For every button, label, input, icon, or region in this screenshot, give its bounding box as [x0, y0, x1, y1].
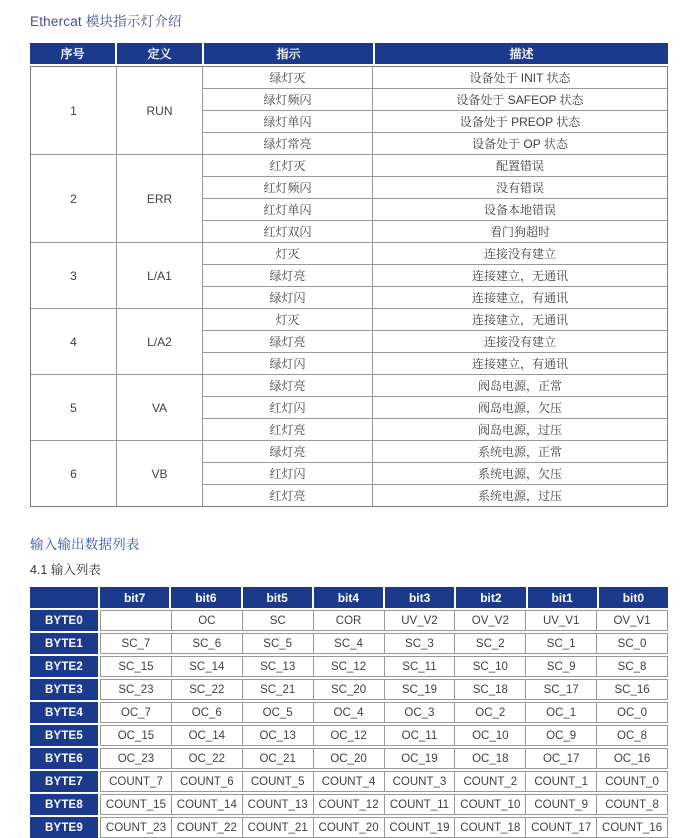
- byte-row-label: BYTE0: [30, 610, 98, 631]
- input-data-cell: OC_16: [613, 752, 651, 765]
- led-group-number: 1: [31, 67, 117, 154]
- corner-cell: [30, 587, 98, 608]
- byte-row-label: BYTE3: [30, 679, 98, 700]
- led-indicator-table: [30, 43, 668, 507]
- led-table-row: [203, 418, 667, 440]
- input-data-cell: COUNT_11: [385, 795, 456, 814]
- led-group-err: [31, 154, 667, 242]
- led-indication-cell: 绿灯亮: [203, 375, 373, 396]
- led-group-def: RUN: [117, 67, 203, 154]
- input-data-cell: SC_23: [101, 680, 172, 699]
- led-group-rows: [203, 309, 667, 374]
- bit-header-cell: bit6: [171, 587, 240, 608]
- input-data-cell: OC_13: [243, 726, 314, 745]
- led-table-row: [203, 132, 667, 154]
- led-description-cell: 阀岛电源，过压: [477, 423, 562, 437]
- led-group-number: 4: [31, 309, 117, 374]
- input-data-cell: SC_1: [526, 634, 597, 653]
- input-data-cell: SC_9: [526, 657, 597, 676]
- led-group-rows: [203, 243, 667, 308]
- input-data-cell: SC_3: [385, 634, 456, 653]
- byte-row-cells: [100, 748, 668, 769]
- byte-row-label: BYTE8: [30, 794, 98, 815]
- led-group-number: 3: [31, 243, 117, 308]
- input-data-cell: OC_5: [243, 703, 314, 722]
- led-group-rows: [203, 375, 667, 440]
- input-data-cell: SC_4: [314, 634, 385, 653]
- led-table-row: [203, 396, 667, 418]
- led-table-row: [203, 67, 667, 88]
- led-header-definition: 定义: [117, 43, 202, 64]
- input-data-cell: SC_15: [101, 657, 172, 676]
- input-data-cell: OC_10: [455, 726, 526, 745]
- led-description-cell: 系统电源，欠压: [477, 467, 562, 481]
- input-data-cell: COR: [314, 611, 385, 630]
- input-data-cell: OC_8: [617, 729, 648, 742]
- input-data-cell: SC_20: [314, 680, 385, 699]
- input-data-cell: OC: [172, 611, 243, 630]
- led-group-def: L/A1: [117, 243, 203, 308]
- led-description-cell: 连接建立，有通讯: [471, 291, 568, 305]
- led-header-no: 序号: [30, 43, 115, 64]
- byte-row-cells: [100, 656, 668, 677]
- input-data-cell: OC_18: [455, 749, 526, 768]
- led-table-row: [203, 441, 667, 462]
- led-table-row: [203, 462, 667, 484]
- led-indication-cell: 红灯单闪: [203, 199, 373, 220]
- led-description-cell: 没有错误: [495, 181, 544, 195]
- input-data-table: [30, 587, 668, 838]
- led-description-cell: 系统电源，过压: [477, 489, 562, 503]
- led-group-number: 2: [31, 155, 117, 242]
- led-description-cell: 设备处于 PREOP 状态: [459, 115, 581, 129]
- bit-header-cell: bit2: [456, 587, 525, 608]
- led-table-header-row: [30, 43, 668, 64]
- led-group-rows: [203, 67, 667, 154]
- input-data-cell: OC_20: [314, 749, 385, 768]
- input-table-row-byte2: [30, 656, 668, 677]
- led-header-description: 描述: [375, 43, 668, 64]
- led-group-la2: [31, 308, 667, 374]
- led-indication-cell: 绿灯闪: [203, 287, 373, 308]
- input-data-cell: SC_18: [455, 680, 526, 699]
- input-data-cell: OC_21: [243, 749, 314, 768]
- input-data-cell: OC_23: [101, 749, 172, 768]
- byte-row-cells: [100, 679, 668, 700]
- input-data-cell: COUNT_14: [172, 795, 243, 814]
- input-table-row-byte8: [30, 794, 668, 815]
- input-data-cell: COUNT_12: [314, 795, 385, 814]
- led-indication-cell: 红灯双闪: [203, 221, 373, 242]
- led-description-cell: 连接没有建立: [483, 247, 556, 261]
- led-group-def: VB: [117, 441, 203, 506]
- input-table-row-byte9: [30, 817, 668, 838]
- input-table-row-byte4: [30, 702, 668, 723]
- input-data-cell: SC_10: [455, 657, 526, 676]
- input-data-cell: OC_22: [172, 749, 243, 768]
- led-table-row: [203, 155, 667, 176]
- input-data-cell: OC_17: [526, 749, 597, 768]
- input-data-cell: OC_0: [617, 706, 648, 719]
- input-table-row-byte1: [30, 633, 668, 654]
- byte-row-cells: [100, 702, 668, 723]
- led-group-def: L/A2: [117, 309, 203, 374]
- byte-row-label: BYTE2: [30, 656, 98, 677]
- led-description-cell: 系统电源，正常: [477, 445, 562, 459]
- input-data-cell: COUNT_6: [172, 772, 243, 791]
- led-indication-cell: 绿灯亮: [203, 441, 373, 462]
- bit-header-cell: bit5: [243, 587, 312, 608]
- input-data-cell: COUNT_23: [101, 818, 172, 837]
- byte-row-label: BYTE6: [30, 748, 98, 769]
- led-table-row: [203, 243, 667, 264]
- led-indication-cell: 绿灯亮: [203, 265, 373, 286]
- led-indication-cell: 红灯频闪: [203, 177, 373, 198]
- input-table-row-byte5: [30, 725, 668, 746]
- input-data-cell: COUNT_16: [602, 821, 663, 834]
- byte-row-label: BYTE7: [30, 771, 98, 792]
- byte-row-cells: [100, 771, 668, 792]
- input-data-cell: OC_2: [455, 703, 526, 722]
- led-indication-cell: 绿灯常亮: [203, 133, 373, 154]
- input-data-cell: OC_15: [101, 726, 172, 745]
- led-description-cell: 连接建立，无通讯: [471, 313, 568, 327]
- input-data-cell: OV_V2: [455, 611, 526, 630]
- input-data-cell: SC_14: [172, 657, 243, 676]
- input-data-cell: SC_6: [172, 634, 243, 653]
- led-group-vb: [31, 440, 667, 506]
- led-description-cell: 连接没有建立: [483, 335, 556, 349]
- led-description-cell: 连接建立，无通讯: [471, 269, 568, 283]
- input-data-cell: UV_V2: [385, 611, 456, 630]
- led-indication-cell: 红灯亮: [203, 485, 373, 506]
- led-table-body: [30, 66, 668, 507]
- input-data-cell: SC_5: [243, 634, 314, 653]
- led-description-cell: 设备处于 OP 状态: [472, 137, 568, 151]
- led-description-cell: 设备本地错误: [483, 203, 556, 217]
- byte-row-cells: [100, 794, 668, 815]
- input-data-cell: SC_19: [385, 680, 456, 699]
- input-table-row-byte7: [30, 771, 668, 792]
- led-indication-cell: 绿灯频闪: [203, 89, 373, 110]
- led-header-indication: 指示: [204, 43, 373, 64]
- input-data-cell: OC_1: [526, 703, 597, 722]
- input-data-cell: SC_17: [526, 680, 597, 699]
- led-indication-cell: 红灯灭: [203, 155, 373, 176]
- led-group-va: [31, 374, 667, 440]
- led-table-row: [203, 176, 667, 198]
- input-data-cell: OC_4: [314, 703, 385, 722]
- input-data-cell: COUNT_2: [455, 772, 526, 791]
- input-data-cell: COUNT_5: [243, 772, 314, 791]
- input-data-cell: SC_13: [243, 657, 314, 676]
- led-table-row: [203, 88, 667, 110]
- input-data-cell: UV_V1: [526, 611, 597, 630]
- led-table-row: [203, 309, 667, 330]
- input-data-cell: SC_0: [617, 637, 647, 650]
- input-data-cell: COUNT_15: [101, 795, 172, 814]
- input-data-cell: SC_2: [455, 634, 526, 653]
- led-indication-cell: 绿灯单闪: [203, 111, 373, 132]
- input-data-cell: COUNT_20: [314, 818, 385, 837]
- byte-row-label: BYTE9: [30, 817, 98, 838]
- led-group-number: 5: [31, 375, 117, 440]
- input-data-cell: OC_14: [172, 726, 243, 745]
- bit-header-cell: bit0: [599, 587, 668, 608]
- led-description-cell: 连接建立，有通讯: [471, 357, 568, 371]
- led-group-def: VA: [117, 375, 203, 440]
- input-data-cell: OC_19: [385, 749, 456, 768]
- input-table-row-byte3: [30, 679, 668, 700]
- input-data-cell: COUNT_7: [101, 772, 172, 791]
- input-data-cell: COUNT_10: [455, 795, 526, 814]
- led-table-row: [203, 286, 667, 308]
- led-table-row: [203, 375, 667, 396]
- bit-header-cell: bit4: [314, 587, 383, 608]
- led-table-row: [203, 110, 667, 132]
- led-group-def: ERR: [117, 155, 203, 242]
- input-table-header-row: [30, 587, 668, 608]
- led-indication-cell: 红灯闪: [203, 463, 373, 484]
- led-description-cell: 设备处于 INIT 状态: [469, 71, 571, 85]
- led-group-la1: [31, 242, 667, 308]
- led-indication-cell: 绿灯闪: [203, 353, 373, 374]
- bit-header-cell: bit7: [100, 587, 169, 608]
- led-section-title: Ethercat 模块指示灯介绍: [30, 14, 182, 29]
- byte-row-cells: [100, 633, 668, 654]
- led-table-row: [203, 220, 667, 242]
- input-data-cell: COUNT_22: [172, 818, 243, 837]
- input-data-cell: COUNT_13: [243, 795, 314, 814]
- input-data-cell: COUNT_4: [314, 772, 385, 791]
- input-data-cell: SC_11: [385, 657, 456, 676]
- io-data-list-heading: 输入输出数据列表: [30, 537, 140, 552]
- input-data-cell: COUNT_17: [526, 818, 597, 837]
- input-data-cell: COUNT_3: [385, 772, 456, 791]
- bit-header-cell: bit3: [385, 587, 454, 608]
- input-table-row-byte6: [30, 748, 668, 769]
- input-list-subheading: 4.1 输入列表: [30, 563, 101, 577]
- input-data-cell: COUNT_8: [605, 798, 659, 811]
- bit-header-cell: bit1: [528, 587, 597, 608]
- input-data-cell: COUNT_0: [605, 775, 659, 788]
- byte-row-label: BYTE4: [30, 702, 98, 723]
- led-group-number: 6: [31, 441, 117, 506]
- input-data-cell: COUNT_18: [455, 818, 526, 837]
- input-data-cell: OC_7: [101, 703, 172, 722]
- input-data-cell: OC_11: [385, 726, 456, 745]
- input-data-cell: SC_12: [314, 657, 385, 676]
- byte-row-cells: [100, 725, 668, 746]
- led-description-cell: 看门狗超时: [489, 225, 550, 239]
- led-indication-cell: 红灯闪: [203, 397, 373, 418]
- input-data-cell: OV_V1: [613, 614, 651, 627]
- led-description-cell: 阀岛电源，正常: [477, 379, 562, 393]
- byte-row-label: BYTE1: [30, 633, 98, 654]
- input-data-cell: COUNT_9: [526, 795, 597, 814]
- input-data-cell: COUNT_21: [243, 818, 314, 837]
- input-data-cell: SC_16: [614, 683, 650, 696]
- input-data-cell: SC_8: [617, 660, 647, 673]
- input-data-cell: OC_3: [385, 703, 456, 722]
- led-table-row: [203, 352, 667, 374]
- input-data-cell: COUNT_19: [385, 818, 456, 837]
- input-data-cell: SC_21: [243, 680, 314, 699]
- led-indication-cell: 绿灯灭: [203, 67, 373, 88]
- led-indication-cell: 绿灯亮: [203, 331, 373, 352]
- input-data-cell: COUNT_1: [526, 772, 597, 791]
- led-indication-cell: 灯灭: [203, 243, 373, 264]
- led-indication-cell: 红灯亮: [203, 419, 373, 440]
- input-data-cell: SC: [243, 611, 314, 630]
- led-table-row: [203, 484, 667, 506]
- led-table-row: [203, 330, 667, 352]
- led-indication-cell: 灯灭: [203, 309, 373, 330]
- byte-row-cells: [100, 817, 668, 838]
- led-description-cell: 设备处于 SAFEOP 状态: [456, 93, 584, 107]
- byte-row-label: BYTE5: [30, 725, 98, 746]
- input-data-cell: SC_7: [101, 634, 172, 653]
- input-data-cell: [101, 611, 172, 630]
- input-table-row-byte0: [30, 610, 668, 631]
- byte-row-cells: [100, 610, 668, 631]
- led-group-run: [31, 67, 667, 154]
- input-data-cell: OC_6: [172, 703, 243, 722]
- led-table-row: [203, 264, 667, 286]
- led-group-rows: [203, 155, 667, 242]
- led-group-rows: [203, 441, 667, 506]
- led-table-row: [203, 198, 667, 220]
- input-data-cell: SC_22: [172, 680, 243, 699]
- input-data-cell: OC_9: [526, 726, 597, 745]
- led-description-cell: 配置错误: [495, 159, 544, 173]
- led-description-cell: 阀岛电源，欠压: [477, 401, 562, 415]
- input-data-cell: OC_12: [314, 726, 385, 745]
